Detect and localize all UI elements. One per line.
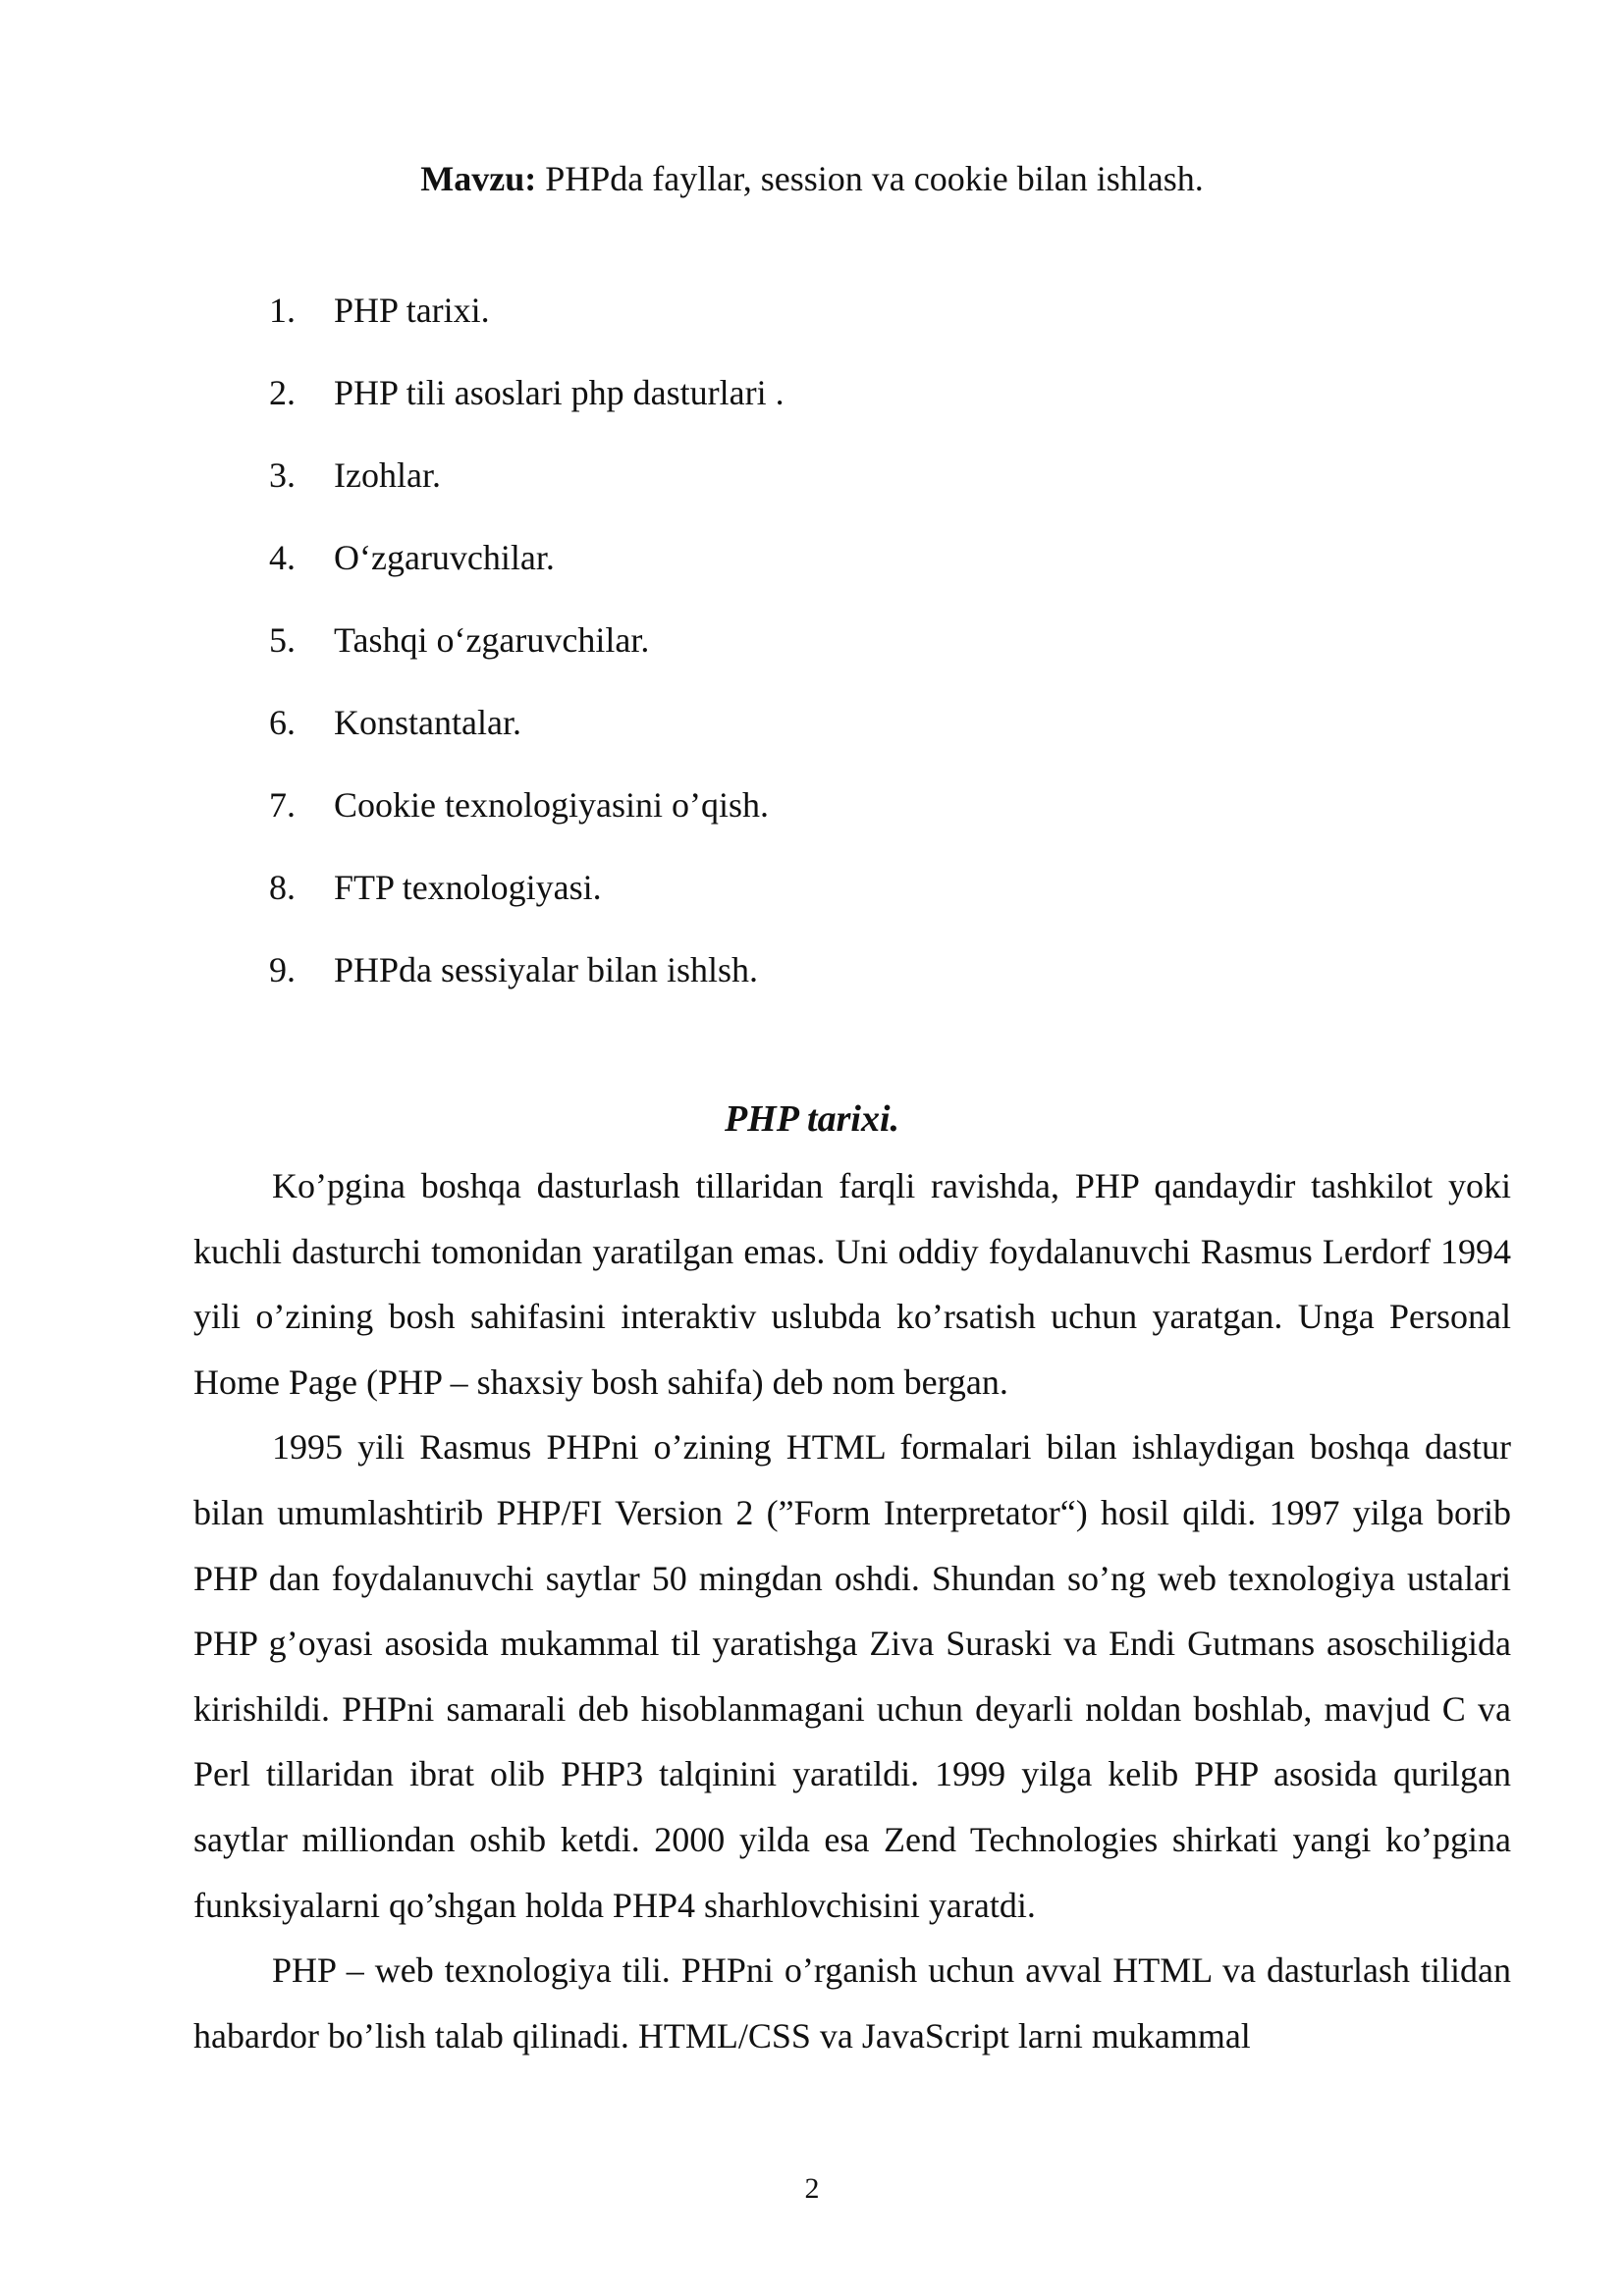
page-number: 2 [804, 2172, 820, 2205]
toc-item-number: 4. [269, 538, 296, 577]
toc-item [269, 858, 785, 940]
toc-item [269, 281, 785, 363]
body-text [193, 1153, 1511, 2068]
toc-item-text: FTP texnologiyasi. [334, 868, 602, 907]
paragraph: 1995 yili Rasmus PHPni o’zining HTML formalari bilan ishlaydigan boshqa dastur bilan umumlashtirib PHP/FI Version 2 (”Form Interpretator“) hosil qildi. 1997 yilga borib PHP dan foydalanuvchi saytlar 50 mingdan oshdi. Shundan so’ng web texnologiya ustalari PHP g’oyasi asosida mukammal til yaratishga Ziva Suraski va Endi Gutmans asoschiligida kirishildi. PHPni samarali deb hisoblanmagani uchun deyarli noldan boshlab, mavjud C va Perl tillaridan ibrat olib PHP3 talqinini yaratildi. 1999 yilga kelib PHP asosida qurilgan saytlar milliondan oshib ketdi. 2000 yilda esa Zend Technologies shirkati yangi ko’pgina funksiyalarni qo’shgan holda PHP4 sharhlovchisini yaratdi. [193, 1427, 1511, 1925]
toc-item [269, 693, 785, 775]
toc-item-text: PHPda sessiyalar bilan ishlsh. [334, 950, 758, 989]
toc-item-number: 6. [269, 703, 296, 742]
toc-item-text: Izohlar. [334, 455, 441, 495]
topic-line [0, 149, 1624, 208]
toc-item [269, 611, 785, 693]
toc-item-number: 3. [269, 455, 296, 495]
toc-item-number: 2. [269, 373, 296, 412]
toc-item-number: 5. [269, 620, 296, 660]
toc-item-number: 1. [269, 291, 296, 330]
paragraph: PHP – web texnologiya tili. PHPni o’rganish uchun avval HTML va dasturlash tilidan habardor bo’lish talab qilinadi. HTML/CSS va JavaScript larni mukammal [193, 1950, 1511, 2056]
toc-item-text: PHP tarixi. [334, 291, 490, 330]
toc-item [269, 940, 785, 1023]
toc-item [269, 446, 785, 528]
toc-item-text: Tashqi o‘zgaruvchilar. [334, 620, 650, 660]
toc-item-text: Cookie texnologiyasini o’qish. [334, 785, 769, 825]
toc-item-number: 7. [269, 785, 296, 825]
topic-text: PHPda fayllar, session va cookie bilan ishlash. [536, 159, 1204, 198]
paragraph: Ko’pgina boshqa dasturlash tillaridan farqli ravishda, PHP qandaydir tashkilot yoki kuchli dasturchi tomonidan yaratilgan emas. Uni oddiy foydalanuvchi Rasmus Lerdorf 1994 yili o’zining bosh sahifasini interaktiv uslubda ko’rsatish uchun yaratgan. Unga Personal Home Page (PHP – shaxsiy bosh sahifa) deb nom bergan. [193, 1166, 1511, 1402]
toc-item [269, 528, 785, 611]
toc-item-text: O‘zgaruvchilar. [334, 538, 555, 577]
toc-item-text: Konstantalar. [334, 703, 521, 742]
toc-item [269, 363, 785, 446]
topic-label: Mavzu: [420, 159, 537, 198]
toc-item-text: PHP tili asoslari php dasturlari . [334, 373, 785, 412]
table-of-contents [269, 281, 785, 1023]
toc-item-number: 8. [269, 868, 296, 907]
toc-item-number: 9. [269, 950, 296, 989]
toc-item [269, 775, 785, 858]
section-heading: PHP tarixi. [724, 1098, 900, 1140]
